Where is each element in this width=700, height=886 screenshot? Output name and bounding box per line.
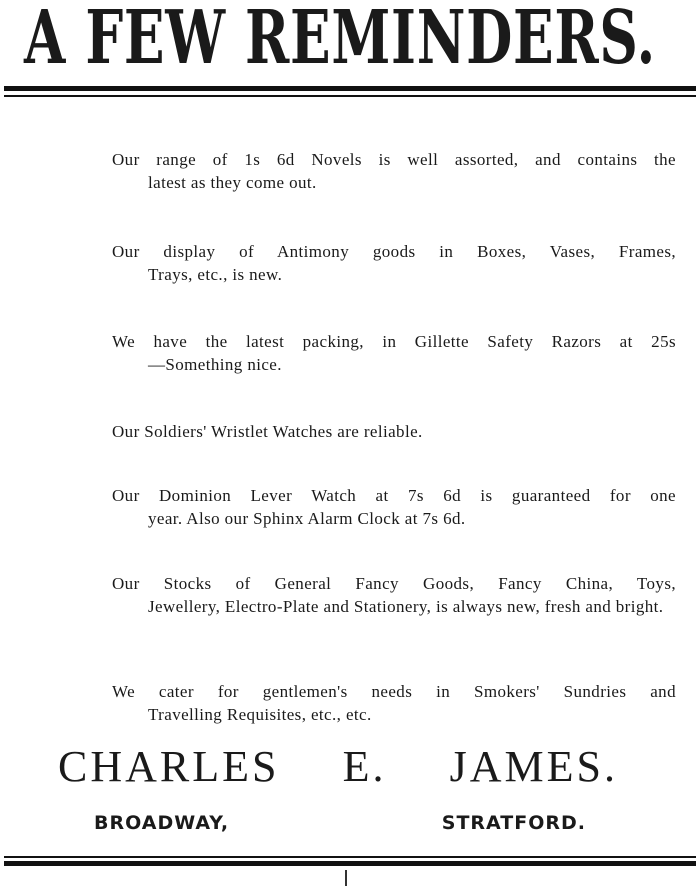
reminder-gentlemen xyxy=(112,680,676,726)
reminder-dominion xyxy=(112,484,676,530)
top-rule-thin xyxy=(4,95,696,97)
reminder-line: Our display of Antimony goods in Boxes, Vases, Frames, xyxy=(112,242,676,261)
reminder-line: year. Also our Sphinx Alarm Clock at 7s 6d. xyxy=(148,509,466,528)
bottom-rule xyxy=(4,861,696,866)
reminder-line: Our Dominion Lever Watch at 7s 6d is guaranteed for one xyxy=(112,486,676,505)
address-street: BROADWAY, xyxy=(94,812,230,834)
reminder-stocks xyxy=(112,572,676,618)
reminder-novels xyxy=(112,148,676,194)
column-mark xyxy=(345,870,347,886)
bottom-rule-thin xyxy=(4,856,696,858)
reminder-razors xyxy=(112,330,676,376)
reminder-watches xyxy=(112,420,676,443)
reminder-line: Our Stocks of General Fancy Goods, Fancy China, Toys, xyxy=(112,574,676,593)
reminder-line: Jewellery, Electro-Plate and Stationery, is always new, fresh and bright. xyxy=(148,597,664,616)
reminder-line: —Something nice. xyxy=(148,355,282,374)
reminder-antimony xyxy=(112,240,676,286)
signature-last: JAMES. xyxy=(449,742,618,791)
reminder-line: We cater for gentlemen's needs in Smokers' Sundries and xyxy=(112,682,676,701)
top-rule xyxy=(4,86,696,91)
address-town: STRATFORD. xyxy=(441,812,586,834)
reminder-line: latest as they come out. xyxy=(148,173,317,192)
reminder-line: Trays, etc., is new. xyxy=(148,265,283,284)
reminder-line: Travelling Requisites, etc., etc. xyxy=(148,705,372,724)
reminder-line: Our range of 1s 6d Novels is well assorted, and contains the xyxy=(112,150,676,169)
address xyxy=(94,812,586,834)
signature xyxy=(58,742,618,792)
signature-first: CHARLES xyxy=(58,742,280,791)
signature-middle: E. xyxy=(342,742,387,791)
reminder-line: We have the latest packing, in Gillette Safety Razors at 25s xyxy=(112,332,676,351)
reminder-line: Our Soldiers' Wristlet Watches are reliable. xyxy=(112,422,423,441)
headline: A FEW REMINDERS. xyxy=(24,0,656,81)
